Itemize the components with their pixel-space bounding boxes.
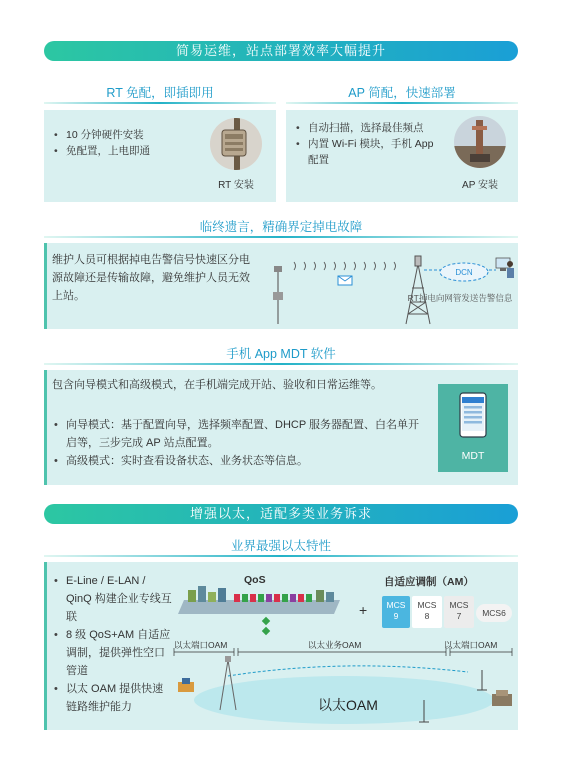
dying-title-underline: [44, 236, 518, 238]
rt-panel: [44, 110, 276, 202]
mcs-value: 8: [424, 611, 430, 621]
rt-pole-icon: [273, 266, 283, 324]
ethernet-subtitle-text: 业界最强以太特性: [230, 539, 331, 553]
qos-output-markers: [262, 617, 270, 635]
ap-tower-icon: [454, 116, 506, 168]
nms-operator-icon: [496, 258, 514, 278]
ap-bullet: • 内置 Wi-Fi 模块，手机 App 配置: [294, 136, 446, 168]
mcs-text: MCS: [482, 608, 502, 618]
ap-install-photo: [454, 116, 506, 168]
dying-caption: RT掉电向网管发送告警信息: [407, 293, 513, 303]
dying-title-text: 临终遗言，精确界定掉电故障: [199, 220, 363, 234]
phone-icon: [459, 392, 487, 438]
qos-queue-diagram: [178, 586, 346, 638]
mcs-value: 9: [393, 611, 399, 621]
qos-label: QoS: [244, 574, 266, 586]
dying-panel: [44, 243, 518, 329]
oam-port-right: 以太端口OAM: [444, 640, 498, 650]
dying-gasp-diagram: [264, 246, 514, 326]
rt-bullet: • 10 分钟硬件安装: [52, 127, 192, 143]
dying-title: [44, 216, 518, 238]
ethernet-bullet: • 8 级 QoS+AM 自适应调制，提供弹性空口管道: [52, 626, 172, 680]
ethernet-bullet: • E-Line / E-LAN / QinQ 构建企业专线互联: [52, 572, 172, 626]
ap-caption: AP 安装: [462, 180, 498, 191]
ethernet-subtitle: [44, 535, 518, 557]
mdt-bullets: [52, 416, 422, 470]
mcs-text: MCS: [449, 600, 469, 610]
signal-waves: [294, 262, 396, 270]
ap-bullet: • 自动扫描，选择最佳频点: [294, 120, 446, 136]
ap-title-underline: [286, 102, 518, 104]
alarm-message-icon: [338, 276, 352, 285]
dcn-cloud-icon: [440, 263, 488, 281]
dying-text: 维护人员可根据掉电告警信号快速区分电源故障还是传输故障，避免维护人员无效上站。: [52, 254, 250, 302]
rt-title: [44, 82, 276, 104]
ethernet-bullet: • 以太 OAM 提供快速链路维护能力: [52, 680, 172, 716]
mdt-caption: MDT: [461, 450, 485, 462]
mdt-title: [44, 343, 518, 365]
mcs-level-6: [476, 604, 512, 622]
ap-title-text: AP 简配，快速部署: [348, 86, 456, 100]
mcs-value: 7: [456, 611, 462, 621]
oam-port-left: 以太端口OAM: [174, 640, 228, 650]
section1-title: 简易运维，站点部署效率大幅提升: [44, 41, 518, 61]
rt-bullet: • 免配置，上电即通: [52, 143, 192, 159]
mdt-panel: [44, 370, 518, 485]
mcs-level-9: [382, 596, 410, 628]
am-label: 自适应调制（AM）: [384, 576, 474, 588]
rt-title-underline: [44, 102, 276, 104]
oam-service: 以太业务OAM: [308, 640, 362, 650]
mcs-group: [382, 596, 514, 630]
ap-panel: [286, 110, 518, 202]
mcs-level-7: [444, 596, 474, 628]
section2-title: 增强以太，适配多类业务诉求: [44, 504, 518, 524]
mcs-text: MCS: [417, 600, 437, 610]
mcs-text: MCS: [386, 600, 406, 610]
ap-title: [286, 82, 518, 104]
rt-bullets: [52, 127, 192, 159]
oam-big-label: 以太OAM: [318, 697, 378, 713]
plus-sign: +: [359, 602, 368, 618]
rt-caption: RT 安装: [218, 180, 254, 191]
mdt-title-text: 手机 App MDT 软件: [226, 347, 336, 361]
mdt-intro: 包含向导模式和高级模式，在手机端完成开站、验收和日常运维等。: [52, 379, 382, 391]
qos-queue-blocks: [188, 586, 334, 602]
tower-icon: [406, 256, 430, 324]
ethernet-panel-accent: [44, 562, 47, 730]
dcn-label: DCN: [455, 268, 473, 277]
mcs-value: 6: [501, 608, 506, 618]
ethernet-bullets: [52, 572, 172, 716]
mdt-bullet: • 向导模式：基于配置向导，选择频率配置、DHCP 服务器配置、白名单开启等，三步完成 AP 站点配置。: [52, 416, 422, 452]
mdt-bullet: • 高级模式：实时查看设备状态、业务状态等信息。: [52, 452, 422, 470]
mdt-title-underline: [44, 363, 518, 365]
oam-range-arrows: [174, 648, 512, 656]
rt-install-photo: [210, 118, 262, 170]
mdt-icon-box: [438, 384, 508, 472]
ethernet-subtitle-underline: [44, 555, 518, 557]
mdt-panel-accent: [44, 370, 47, 485]
ap-bullets: [294, 120, 446, 168]
ethernet-panel: [44, 562, 518, 730]
mcs-level-8: [412, 596, 442, 628]
rt-title-text: RT 免配，即插即用: [106, 86, 214, 100]
dying-panel-accent: [44, 243, 47, 329]
rt-device-icon: [210, 118, 262, 170]
oam-network-diagram: [168, 648, 518, 728]
